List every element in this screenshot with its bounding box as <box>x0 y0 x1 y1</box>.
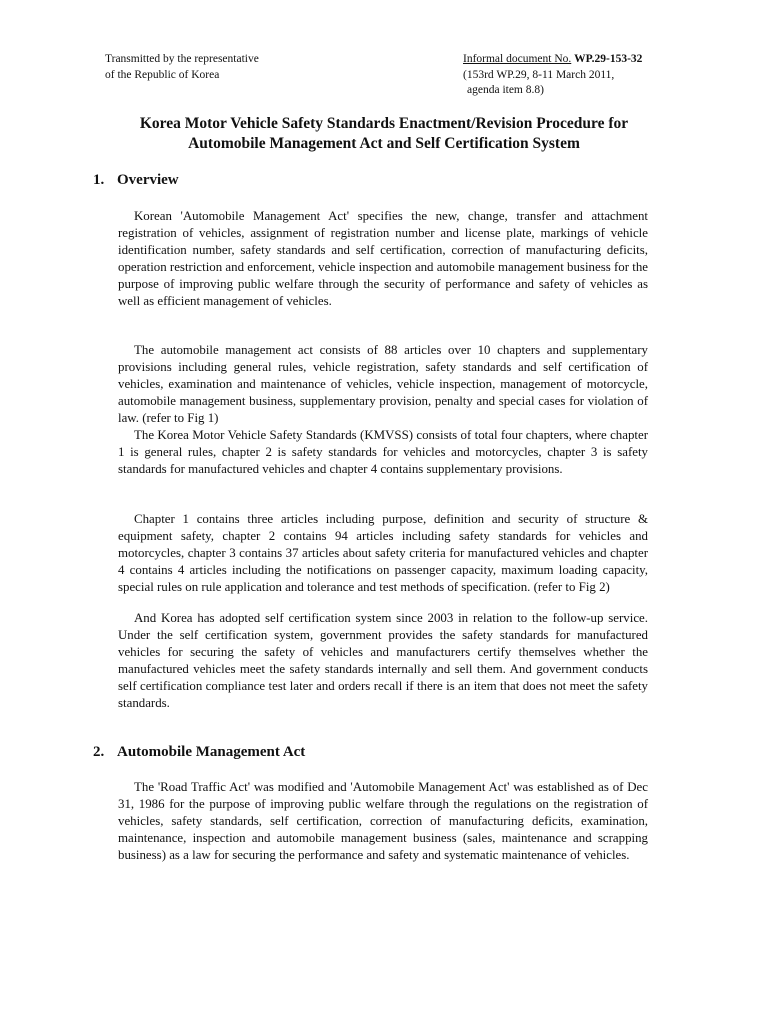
document-number-line <box>463 52 642 68</box>
document-label: Informal document No. <box>463 53 572 65</box>
paragraph-overview-5: And Korea has adopted self certification system since 2003 in relation to the follow-up service. Under the self certification system, government provides the safety standards for manufactured vehicles for securing the safety of vehicles and manufacturers certify themselves whether the manufactured vehicles meet the safety standards internally and sell them. And government conducts self certification compliance test later and orders recall if there is an item that does not meet the safety standards. <box>118 611 648 710</box>
paragraph-overview-4: Chapter 1 contains three articles including purpose, definition and security of structure & equipment safety, chapter 2 contains 94 articles including safety standards for vehicles and motorcycles, chapter 3 contains 37 articles about safety criteria for manufactured vehicles and chapter 4 contains 4 articles including the notifications on passenger capacity, maximum loading capacity, special rules on rule application and tolerance and test methods of specification. (refer to Fig 2) <box>118 512 648 594</box>
title-line-2: Automobile Management Act and Self Certification System <box>188 135 580 152</box>
section-heading-automobile-management-act <box>93 743 305 761</box>
agenda-line: agenda item 8.8) <box>467 84 544 96</box>
transmitter-line-2: of the Republic of Korea <box>105 68 220 81</box>
section-heading-overview <box>93 171 179 189</box>
paragraph-management-act-1: The 'Road Traffic Act' was modified and 'Automobile Management Act' was established as of Dec 31, 1986 for the purpose of improving public welfare through the regulations on the registration of vehicles, safety standards, self certification, correction of manufacturing deficits, examination, maintenance, inspection and automobile management business (sales, maintenance and scrapping business) as a law for securing the performance and safety and systematic maintenance of vehicles. <box>118 780 648 862</box>
section-number: 2. <box>93 744 105 760</box>
document-number: WP.29-153-32 <box>574 53 643 65</box>
section-title: Overview <box>117 172 179 188</box>
section-title: Automobile Management Act <box>117 744 306 760</box>
paragraph-overview-1: Korean 'Automobile Management Act' specifies the new, change, transfer and attachment registration of vehicles, assignment of registration number and license plate, markings of vehicle identification number, safety standards and self certification, correction of manufacturing deficits, operation restriction and enforcement, vehicle inspection and automobile management business for the purpose of improving public welfare through the security of performance and safety of vehicles as well as efficient management of vehicles. <box>118 209 648 308</box>
paragraph-overview-2: The automobile management act consists of 88 articles over 10 chapters and supplementary provisions including general rules, vehicle registration, safety standards and self certification of vehicles, examination and maintenance of vehicles, vehicle inspection, management of motorcycle, automobile management business, supplementary provision, penalty and special cases for violation of law. (refer to Fig 1) <box>118 343 648 425</box>
title-line-1: Korea Motor Vehicle Safety Standards Enactment/Revision Procedure for <box>139 115 629 132</box>
page-title <box>60 114 708 154</box>
transmitter-block <box>105 52 259 83</box>
transmitter-line-1: Transmitted by the representative <box>105 53 259 65</box>
section-number: 1. <box>93 172 105 188</box>
session-line: (153rd WP.29, 8-11 March 2011, <box>463 68 615 81</box>
document-reference-block <box>463 52 642 99</box>
paragraph-overview-3: The Korea Motor Vehicle Safety Standards (KMVSS) consists of total four chapters, where chapter 1 is general rules, chapter 2 is safety standards for vehicles and motorcycles, chapter 3 is safety standards for manufactured vehicles and chapter 4 contains supplementary provisions. <box>118 428 648 476</box>
